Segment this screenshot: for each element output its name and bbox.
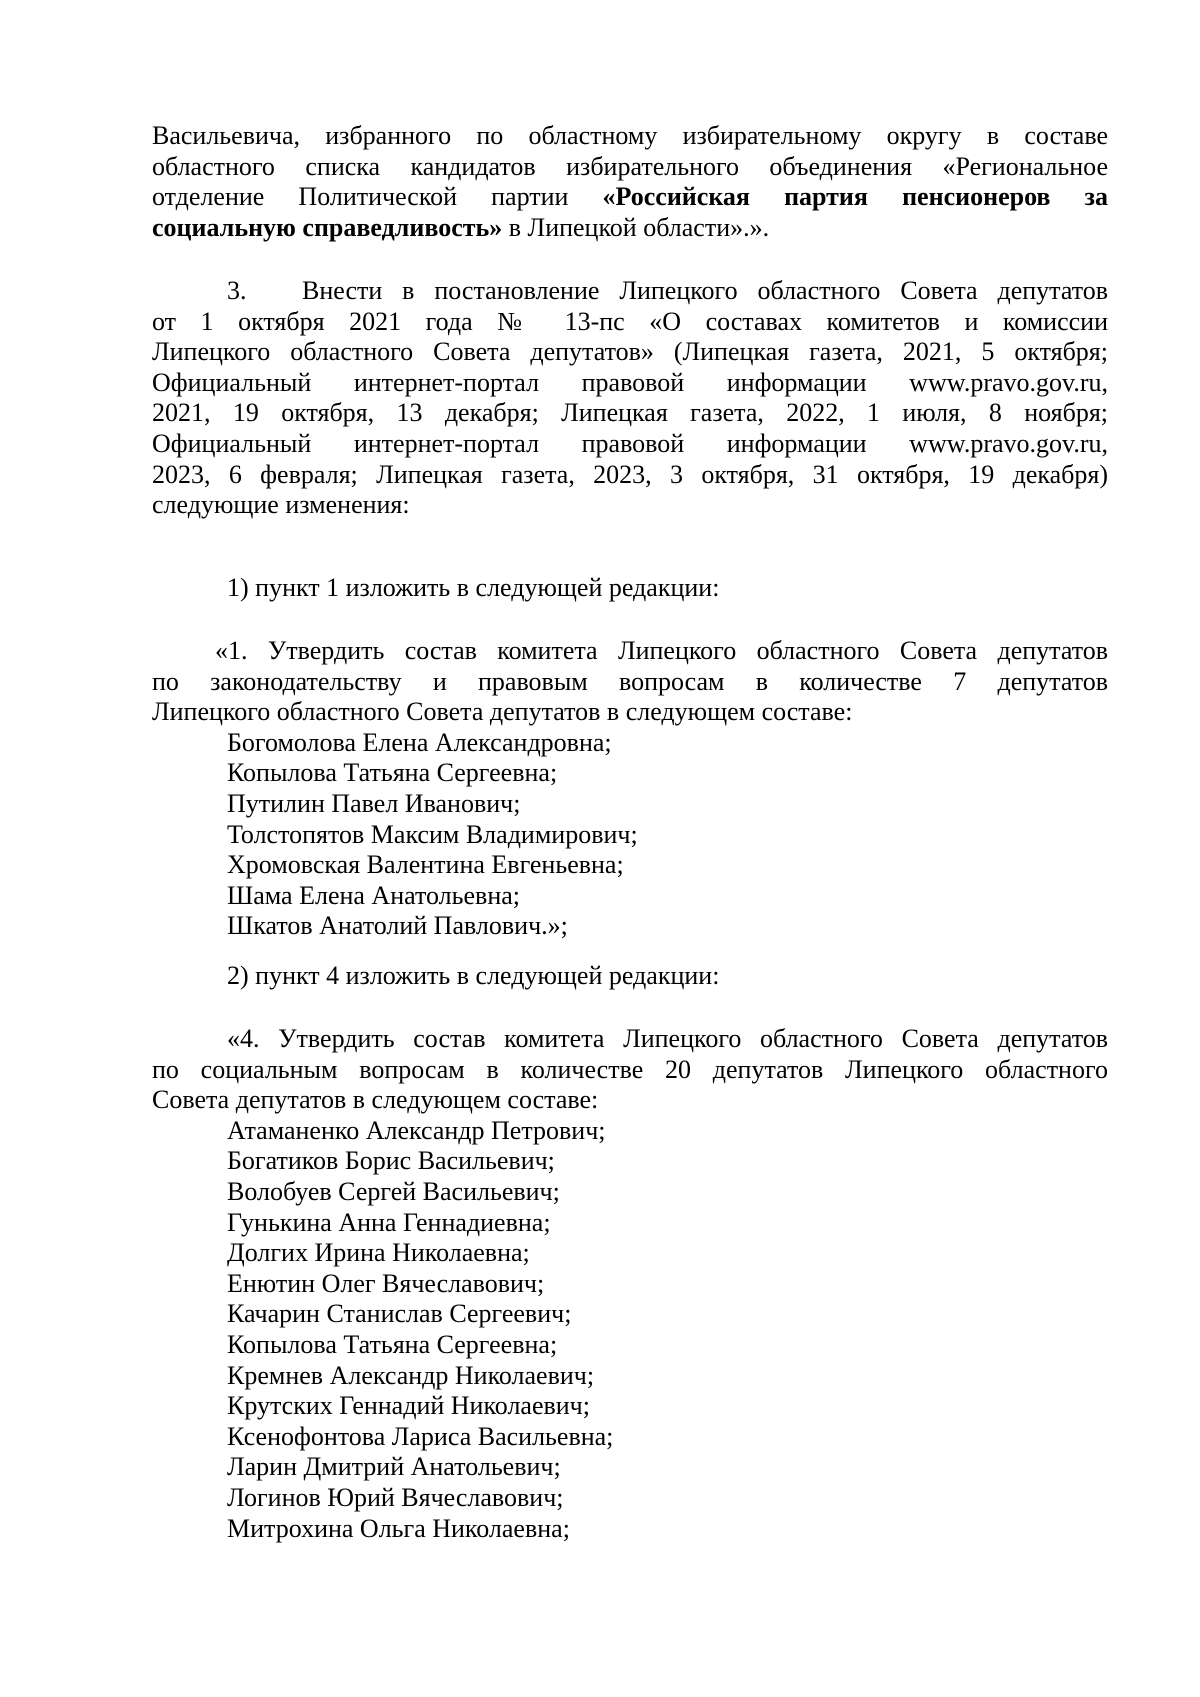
member-list-item: Митрохина Ольга Николаевна; bbox=[227, 1513, 570, 1543]
amendment-2-intro-text: 2) пункт 4 изложить в следующей редакции: bbox=[227, 961, 720, 990]
member-list-item: Шама Елена Анатольевна; bbox=[227, 880, 520, 910]
member-list-item: Атаманенко Александр Петрович; bbox=[227, 1115, 606, 1145]
member-list-item: Ксенофонтова Лариса Васильевна; bbox=[227, 1421, 614, 1451]
amendment-1-member-list bbox=[152, 728, 1108, 942]
item-3-line-6: Официальный интернет-портал правовой информации www.pravo.gov.ru, bbox=[152, 428, 1108, 458]
member-list-item: Гунькина Анна Геннадиевна; bbox=[227, 1207, 551, 1237]
item-3-line-1-text: Внести в постановление Липецкого областного Совета депутатов bbox=[302, 276, 1108, 305]
item-3-line-2: от 1 октября 2021 года № 13-пс «О составах комитетов и комиссии bbox=[152, 306, 1108, 336]
party-name-part-2: социальную справедливость» bbox=[152, 212, 503, 242]
amendment-1-intro bbox=[152, 573, 1108, 604]
member-list-item: Ларин Дмитрий Анатольевич; bbox=[227, 1452, 561, 1482]
amendment-2-body bbox=[152, 1024, 1108, 1544]
member-list-item: Качарин Станислав Сергеевич; bbox=[227, 1299, 572, 1329]
item-3-number: 3. bbox=[227, 276, 247, 305]
amendment-1-intro-text: 1) пункт 1 изложить в следующей редакции: bbox=[227, 573, 720, 602]
member-list-item: Волобуев Сергей Васильевич; bbox=[227, 1176, 560, 1206]
member-list-item: Енютин Олег Вячеславович; bbox=[227, 1268, 545, 1298]
item-3-paragraph bbox=[152, 276, 1108, 521]
continuation-paragraph bbox=[152, 121, 1108, 243]
amendment-1-line-1: «1. Утвердить состав комитета Липецкого областного Совета депутатов bbox=[215, 636, 1108, 665]
continuation-line-4 bbox=[152, 213, 1108, 244]
item-3-line-8: следующие изменения: bbox=[152, 490, 410, 520]
member-list-item: Шкатов Анатолий Павлович.»; bbox=[227, 911, 568, 941]
continuation-line-1: Васильевича, избранного по областному избирательному округу в составе bbox=[152, 121, 1108, 150]
member-list-item: Путилин Павел Иванович; bbox=[227, 788, 521, 818]
member-list-item: Богомолова Елена Александровна; bbox=[227, 727, 612, 757]
item-3-line-1 bbox=[152, 276, 1108, 307]
member-list-item: Логинов Юрий Вячеславович; bbox=[227, 1482, 564, 1512]
item-3-line-5: 2021, 19 октября, 13 декабря; Липецкая газета, 2022, 1 июля, 8 ноября; bbox=[152, 398, 1108, 428]
member-list-item: Кремнев Александр Николаевич; bbox=[227, 1360, 595, 1390]
member-list-item: Крутских Геннадий Николаевич; bbox=[227, 1391, 590, 1421]
member-list-item: Толстопятов Максим Владимирович; bbox=[227, 819, 638, 849]
amendment-2-line-2: по социальным вопросам в количестве 20 депутатов Липецкого областного bbox=[152, 1054, 1108, 1084]
item-3-line-3: Липецкого областного Совета депутатов» (Липецкая газета, 2021, 5 октября; bbox=[152, 337, 1108, 367]
member-list-item: Копылова Татьяна Сергеевна; bbox=[227, 758, 558, 788]
continuation-line-3-text: отделение Политической партии bbox=[152, 182, 603, 212]
amendment-2-line-1: «4. Утвердить состав комитета Липецкого областного Совета депутатов bbox=[227, 1024, 1108, 1053]
continuation-line-2: областного списка кандидатов избирательного объединения «Региональное bbox=[152, 151, 1108, 181]
item-3-line-4: Официальный интернет-портал правовой информации www.pravo.gov.ru, bbox=[152, 367, 1108, 397]
member-list-item: Копылова Татьяна Сергеевна; bbox=[227, 1329, 558, 1359]
amendment-1-body bbox=[152, 636, 1108, 942]
continuation-line-3 bbox=[152, 182, 1108, 213]
member-list-item: Долгих Ирина Николаевна; bbox=[227, 1238, 530, 1268]
item-3-line-7: 2023, 6 февраля; Липецкая газета, 2023, 3 октября, 31 октября, 19 декабря) bbox=[152, 459, 1108, 489]
continuation-line-4-text: в Липецкой области».». bbox=[502, 212, 770, 242]
member-list-item: Хромовская Валентина Евгеньевна; bbox=[227, 850, 624, 880]
party-name-part-1: «Российская партия пенсионеров за bbox=[602, 182, 1108, 212]
amendment-2-member-list bbox=[152, 1116, 1108, 1544]
member-list-item: Богатиков Борис Васильевич; bbox=[227, 1146, 555, 1176]
amendment-2-intro bbox=[152, 961, 1108, 992]
amendment-2-line-3: Совета депутатов в следующем составе: bbox=[152, 1085, 599, 1115]
amendment-1-line-3: Липецкого областного Совета депутатов в следующем составе: bbox=[152, 697, 853, 727]
amendment-1-line-2: по законодательству и правовым вопросам в количестве 7 депутатов bbox=[152, 666, 1108, 696]
